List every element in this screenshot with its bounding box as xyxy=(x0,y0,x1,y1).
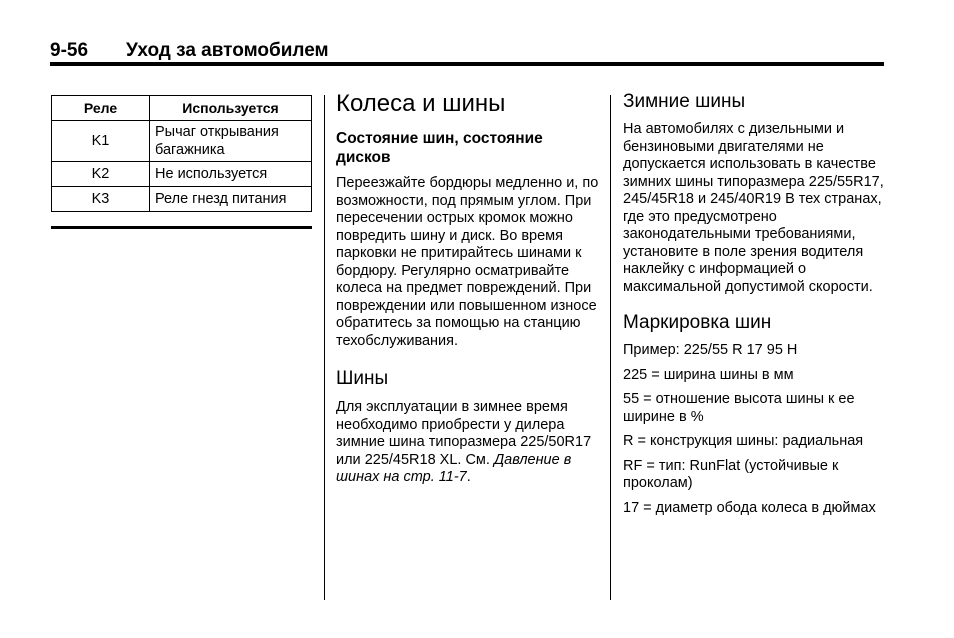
tires-heading: Шины xyxy=(336,368,389,389)
header-rule xyxy=(50,62,884,66)
relay-cell: K3 xyxy=(52,187,150,212)
table-row xyxy=(52,162,312,187)
winter-paragraph: На автомобилях с дизельными и бензиновыми двигателями не допускается использовать в качестве зимних шины типоразмера 225/55R17, 245/45R18 и 245/40R19 В тех странах, где это предусмотрено законодательными требованиями, установите в поле зрения водителя наклейку с информацией о максимальной допустимой скорости. xyxy=(623,121,884,295)
table-header-row xyxy=(52,96,312,121)
table-bottom-rule xyxy=(51,226,312,229)
wheels-column xyxy=(336,90,600,487)
marking-item: R = конструкция шины: радиальная xyxy=(623,433,864,449)
relay-cell: K2 xyxy=(52,162,150,187)
marking-item: 225 = ширина шины в мм xyxy=(623,366,794,383)
header-bar xyxy=(50,38,884,64)
table-row xyxy=(52,187,312,212)
column-header-relay: Реле xyxy=(52,96,150,121)
marking-item: 55 = отношение высота шины к ее ширине в % xyxy=(623,391,855,425)
tire-pressure-link[interactable]: Давление в шинах на стр. 11-7 xyxy=(336,451,572,485)
marking-item: RF = тип: RunFlat (устойчивые к проколам) xyxy=(623,457,839,491)
condition-heading: Состояние шин, состояние дисков xyxy=(336,130,543,166)
winter-column xyxy=(623,90,887,517)
usage-cell: Не используется xyxy=(150,162,312,187)
relay-cell: K1 xyxy=(52,121,150,162)
tires-text-end: . xyxy=(466,469,471,485)
winter-heading: Зимние шины xyxy=(623,91,746,112)
column-divider xyxy=(324,95,325,600)
condition-paragraph: Переезжайте бордюры медленно и, по возможности, под прямым углом. При пересечении острых кромок можно повредить шину и диск. Во время парковки не притирайтесь шинами к бордюру. Регулярно осматривайте колеса на предмет повреждений. При повреждении или повышенном износе обратитесь за помощью на станцию техобслуживания. xyxy=(336,175,599,349)
section-title-wheels: Колеса и шины xyxy=(336,90,506,117)
tires-text: Для эксплуатации в зимнее время необходимо приобрести у дилера зимние шина типоразмера 225/50R17 или 225/45R18 XL. См. xyxy=(336,399,592,468)
tires-paragraph xyxy=(336,399,600,487)
usage-cell: Рычаг открывания багажника xyxy=(150,121,312,162)
column-divider xyxy=(610,95,611,600)
marking-item: Пример: 225/55 R 17 95 H xyxy=(623,342,798,358)
column-header-usage: Используется xyxy=(150,96,312,121)
page-number: 9-56 xyxy=(50,40,89,61)
usage-cell: Реле гнезд питания xyxy=(150,187,312,212)
table-row xyxy=(52,121,312,162)
relay-table xyxy=(51,95,312,212)
chapter-title: Уход за автомобилем xyxy=(126,40,329,61)
marking-item: 17 = диаметр обода колеса в дюймах xyxy=(623,499,876,516)
marking-heading: Маркировка шин xyxy=(623,312,772,333)
